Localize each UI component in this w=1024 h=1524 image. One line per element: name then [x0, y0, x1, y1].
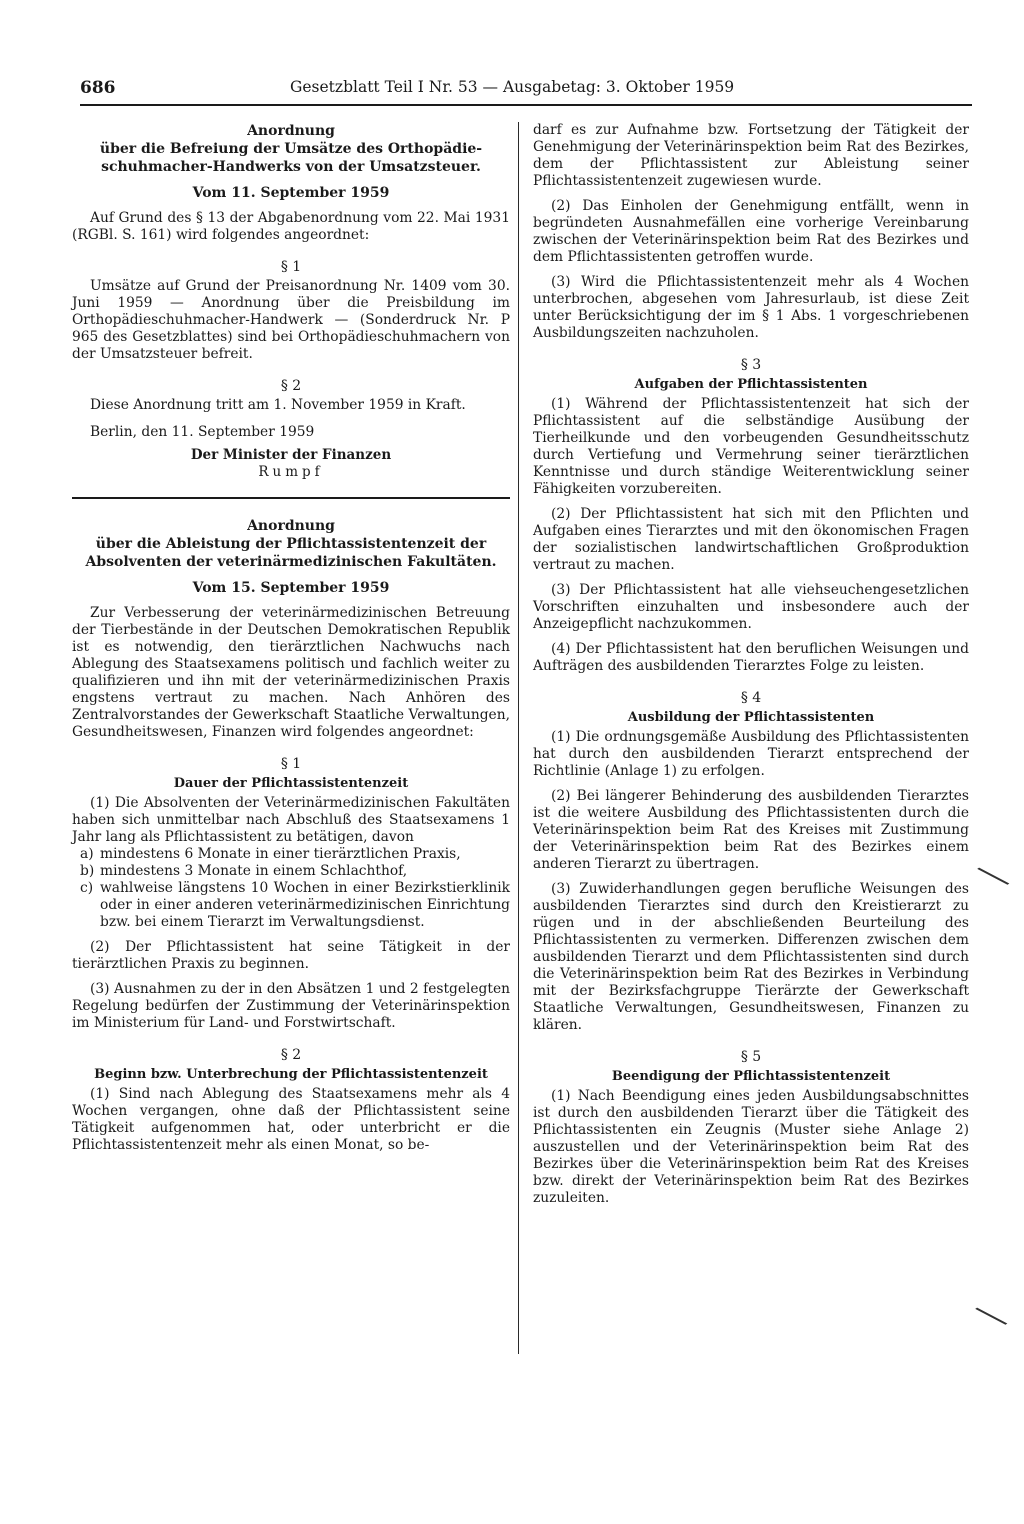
decree2-section1-title: Dauer der Pflichtassistentenzeit — [173, 776, 409, 791]
decree1-section2-text: Diese Anordnung tritt am 1. November 1959 in Kraft. — [90, 397, 466, 413]
decree1-section2-heading: § 2 — [280, 378, 302, 394]
decree2-section1-para1: (1) Die Absolventen der Veterinärmedizinischen Fakultäten haben sich unmittelbar nach Abschluß des Staatsexamens 1 Jahr lang als Pflichtassistent zu betätigen, davon — [72, 795, 510, 845]
decree2-section1-para3: (3) Ausnahmen zu der in den Absätzen 1 und 2 festgelegten Regelung bedürfen der Zustimmung der Veterinärinspektion im Ministerium für Land- und Forstwirtschaft. — [72, 981, 510, 1031]
decree2-section4-title: Ausbildung der Pflichtassistenten — [627, 710, 875, 725]
decree2-section2-para1-start: (1) Sind nach Ablegung des Staatsexamens mehr als 4 Wochen vergangen, ohne daß der Pflichtassistent seine Tätigkeit aufgenommen hat, oder unterbricht er die Pflichtassistentenzeit mehr als einen Monat, so be- — [72, 1086, 510, 1153]
decree2-section5-para1: (1) Nach Beendigung eines jeden Ausbildungsabschnittes ist durch den ausbildenden Tierarzt über die Tätigkeit des Pflichtassistenten ein Zeugnis (Muster siehe Anlage 2) auszustellen und der Veterinärinspektion beim Rat des Bezirkes über die Veterinärinspektion beim Rat des Kreises bzw. direkt der Veterinärinspektion beim Rat des Bezirkes zuzuleiten. — [533, 1088, 969, 1206]
decree2-section1-list — [72, 846, 510, 931]
decree2-section2-heading: § 2 — [280, 1047, 302, 1063]
decree1-title-line3: schuhmacher-Handwerks von der Umsatzsteuer. — [101, 159, 481, 175]
decree1-title-line2: über die Befreiung der Umsätze des Orthopädie- — [99, 141, 483, 157]
decree2-section1-heading: § 1 — [280, 756, 302, 772]
decree2-section3-para2: (2) Der Pflichtassistent hat sich mit den Pflichten und Aufgaben eines Tierarztes und mit den ökonomischen Fragen der sozialistischen landwirtschaftlichen Großproduktion vertraut zu machen. — [533, 506, 969, 573]
page-header — [80, 78, 972, 106]
decree1-signature-name: Rumpf — [258, 464, 324, 480]
list-item: b) mindestens 3 Monate in einem Schlachthof, — [80, 863, 408, 879]
decree2-title-line2: über die Ableistung der Pflichtassistentenzeit der — [95, 536, 487, 552]
decree2-section2-para1-cont: darf es zur Aufnahme bzw. Fortsetzung der Tätigkeit der Genehmigung der Veterinärinspektion beim Rat des Bezirkes, dem der Pflichtassistent zur Ableistung seiner Pflichtassistentenzeit zugewiesen wurde. — [533, 122, 969, 189]
column-divider — [518, 122, 519, 1354]
decree2-section2-title: Beginn bzw. Unterbrechung der Pflichtassistentenzeit — [94, 1067, 488, 1082]
decree2-title-line1: Anordnung — [247, 518, 335, 534]
decree2-section5-title: Beendigung der Pflichtassistentenzeit — [611, 1069, 891, 1084]
decree2-section1-para2: (2) Der Pflichtassistent hat seine Tätigkeit in der tierärztlichen Praxis zu beginnen. — [72, 939, 510, 972]
decree2-section3-heading: § 3 — [740, 357, 762, 373]
decree1-intro: Auf Grund des § 13 der Abgabenordnung vom 22. Mai 1931 (RGBl. S. 161) wird folgendes angeordnet: — [72, 210, 510, 243]
decree2-section2-para2: (2) Das Einholen der Genehmigung entfällt, wenn in begründeten Ausnahmefällen eine vorherige Vereinbarung zwischen der Veterinärinspektion beim Rat des Bezirkes und dem Pflichtassistenten getroffen wurde. — [533, 198, 969, 265]
decree1-signature-title: Der Minister der Finanzen — [190, 447, 392, 463]
running-title: Gesetzblatt Teil I Nr. 53 — Ausgabetag: 3. Oktober 1959 — [290, 78, 735, 96]
list-item: a) mindestens 6 Monate in einer tierärztlichen Praxis, — [80, 846, 461, 862]
decree1-place-date: Berlin, den 11. September 1959 — [90, 424, 315, 440]
margin-mark: ╲ — [978, 860, 1009, 894]
decree2-section4-para2: (2) Bei längerer Behinderung des ausbildenden Tierarztes ist die weitere Ausbildung des Pflichtassistenten durch die Veterinärinspektion beim Rat des Kreises mit Zustimmung der Veterinärinspektion beim Rat des Bezirkes einem anderen Tierarzt zu übertragen. — [533, 788, 969, 872]
decree1-section1-text: Umsätze auf Grund der Preisanordnung Nr. 1409 vom 30. Juni 1959 — Anordnung über die Preisbildung im Orthopädieschuhmacher-Handwerk — (Sonderdruck Nr. P 965 des Gesetzblattes) sind bei Orthopädieschuhmachern von der Umsatzsteuer befreit. — [72, 278, 510, 362]
decree1-title-line1: Anordnung — [247, 123, 335, 139]
margin-mark: ╲ — [976, 1300, 1007, 1334]
decree2-section4-para3: (3) Zuwiderhandlungen gegen berufliche Weisungen des ausbildenden Tierarztes sind durch den Kreistierarzt zu rügen und in der abschließenden Beurteilung des Pflichtassistenten zu vermerken. Differenzen zwischen dem ausbildenden Tierarzt und dem Pflichtassistenten sind durch die Veterinärinspektion beim Rat des Bezirkes in Verbindung mit der Bezirksfachgruppe Tierärzte der Gewerkschaft Staatliche Verwaltungen, Gesundheitswesen, Finanzen zu klären. — [533, 881, 969, 1033]
list-item: c) wahlweise längstens 10 Wochen in einer Bezirkstierklinik oder in einer anderen veterinärmedizinischen Einrichtung bzw. bei einem Tierarzt im Verwaltungsdienst. — [80, 880, 510, 930]
decree2-section4-para1: (1) Die ordnungsgemäße Ausbildung des Pflichtassistenten hat durch den ausbildenden Tierarzt entsprechend der Richtlinie (Anlage 1) zu erfolgen. — [533, 729, 969, 779]
decree2-section4-heading: § 4 — [740, 690, 762, 706]
decree2-title-line3: Absolventen der veterinärmedizinischen Fakultäten. — [85, 554, 497, 570]
decree-separator — [72, 497, 510, 499]
decree1-date: Vom 11. September 1959 — [192, 185, 390, 201]
page-number: 686 — [80, 78, 116, 98]
decree2-section2-para3: (3) Wird die Pflichtassistentenzeit mehr als 4 Wochen unterbrochen, abgesehen vom Jahresurlaub, ist diese Zeit unter Berücksichtigung der im § 1 Abs. 1 vorgeschriebenen Ausbildungszeiten nachzuholen. — [533, 274, 969, 341]
decree2-section3-para3: (3) Der Pflichtassistent hat alle viehseuchengesetzlichen Vorschriften einzuhalten und insbesondere auch der Anzeigepflicht nachzukommen. — [533, 582, 969, 632]
decree2-section3-para4: (4) Der Pflichtassistent hat den beruflichen Weisungen und Aufträgen des ausbildenden Tierarztes Folge zu leisten. — [533, 641, 969, 674]
decree2-date: Vom 15. September 1959 — [192, 580, 390, 596]
right-column — [533, 122, 969, 1207]
decree2-section3-title: Aufgaben der Pflichtassistenten — [634, 377, 868, 392]
left-column — [72, 122, 510, 1154]
decree2-intro: Zur Verbesserung der veterinärmedizinischen Betreuung der Tierbestände in der Deutschen Demokratischen Republik ist es notwendig, den tierärztlichen Nachwuchs nach Ablegung des Staatsexamens politisch und fachlich weiter zu qualifizieren und ihn mit der veterinärmedizinischen Praxis engstens vertraut zu machen. Nach Anhören des Zentralvorstandes der Gewerkschaft Staatliche Verwaltungen, Gesundheitswesen, Finanzen wird folgendes angeordnet: — [72, 605, 510, 740]
decree1-section1-heading: § 1 — [280, 259, 302, 275]
header-rule — [80, 104, 972, 106]
decree2-section5-heading: § 5 — [740, 1049, 762, 1065]
decree2-section3-para1: (1) Während der Pflichtassistentenzeit hat sich der Pflichtassistent auf die selbständige Ausübung der Tierheilkunde und den vorbeugenden Gesundheitsschutz durch Vertiefung und Vermehrung seiner tierärztlichen Kenntnisse und durch ständige Weiterentwicklung seiner Fähigkeiten vorzubereiten. — [533, 396, 969, 497]
